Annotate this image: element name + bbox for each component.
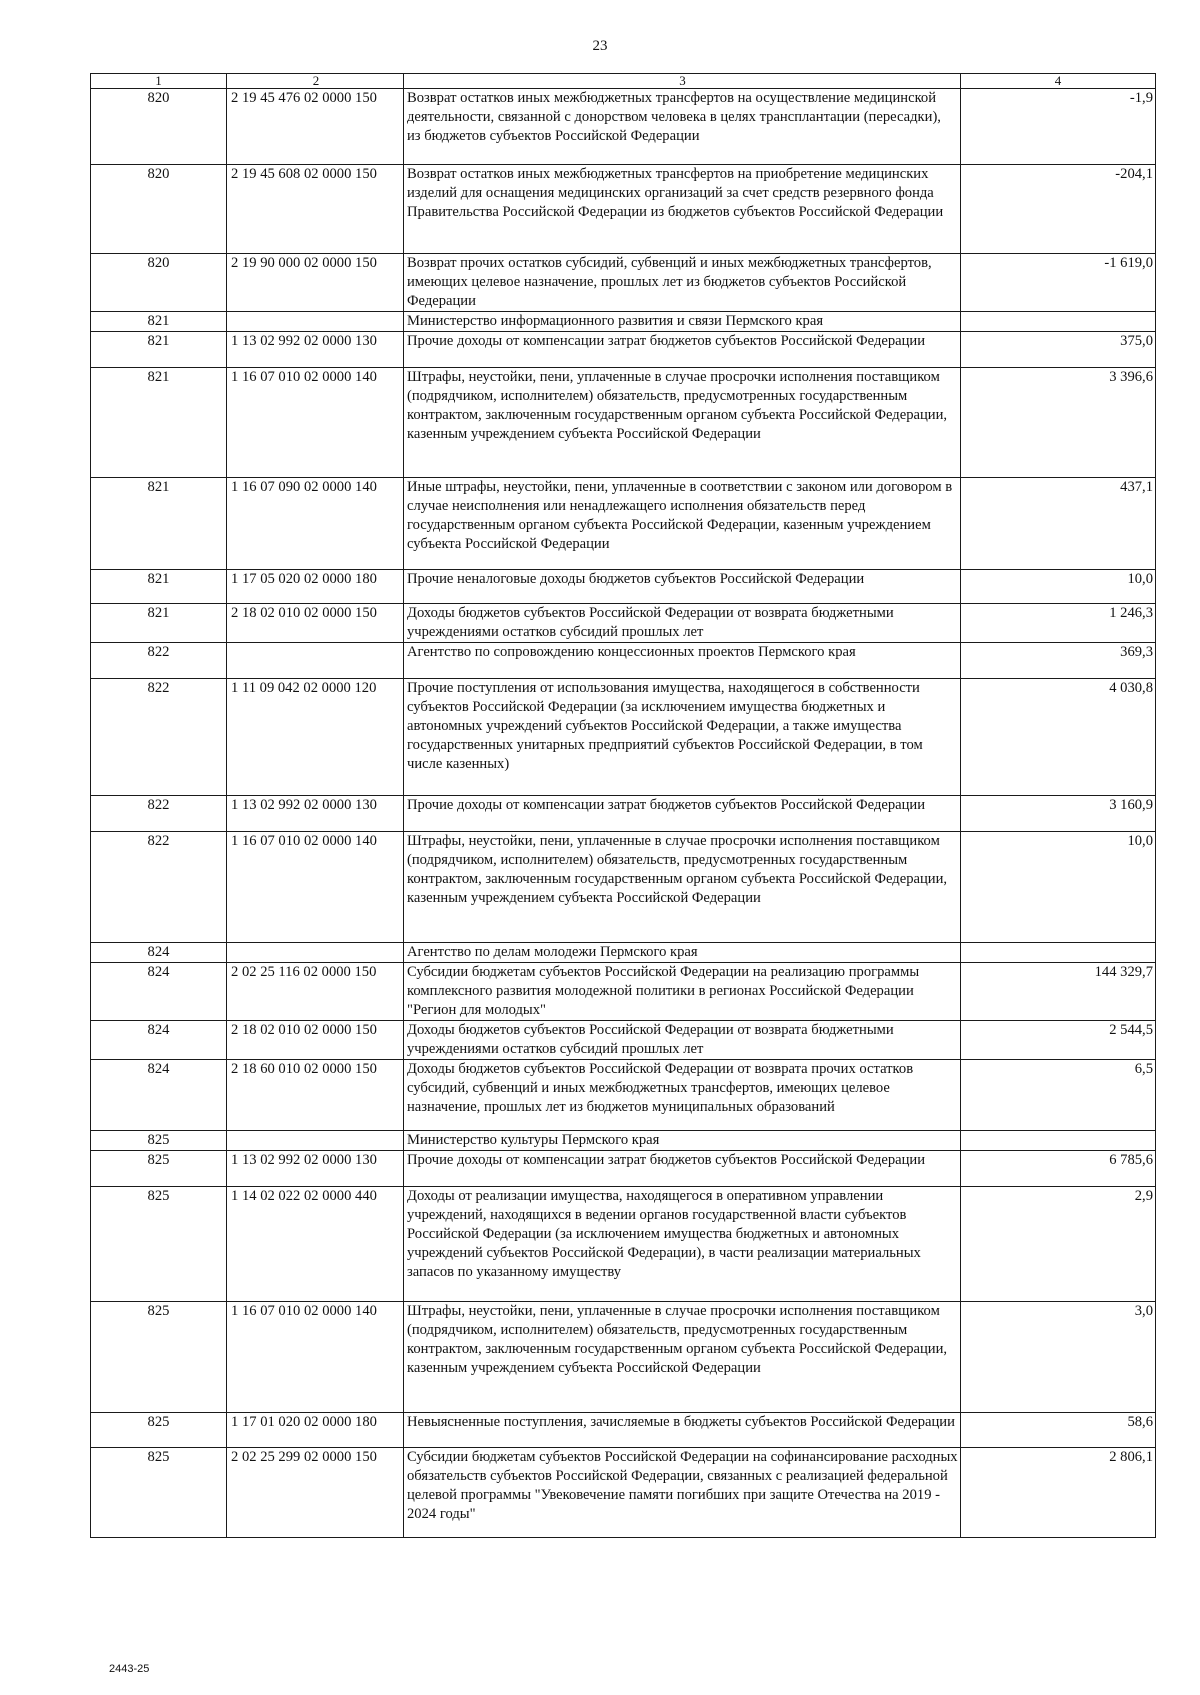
table-cell-c2 (227, 1131, 404, 1151)
table-cell-c3: Прочие неналоговые доходы бюджетов субъектов Российской Федерации (404, 570, 961, 604)
page-number: 23 (592, 38, 608, 54)
table-row (91, 1060, 1156, 1131)
table-cell-c4: 437,1 (961, 478, 1156, 570)
budget-table (90, 73, 1156, 1538)
table-cell-c3: Возврат прочих остатков субсидий, субвенций и иных межбюджетных трансфертов, имеющих целевое назначение, прошлых лет из бюджетов субъектов Российской Федерации (404, 254, 961, 312)
table-cell-c3: Прочие доходы от компенсации затрат бюджетов субъектов Российской Федерации (404, 796, 961, 832)
table-cell-c2: 2 19 45 476 02 0000 150 (227, 89, 404, 165)
table-cell-c4: 144 329,7 (961, 963, 1156, 1021)
table-cell-c1: 825 (91, 1413, 227, 1448)
table-cell-c3: Штрафы, неустойки, пени, уплаченные в случае просрочки исполнения поставщиком (подрядчиком, исполнителем) обязательств, предусмотренных государственным контрактом, заключенным государственным органом субъекта Российской Федерации, казенным учреждением субъекта Российской Федерации (404, 368, 961, 478)
table-cell-c4: 6 785,6 (961, 1151, 1156, 1187)
table-cell-c2: 2 02 25 116 02 0000 150 (227, 963, 404, 1021)
table-cell-c1: 825 (91, 1448, 227, 1538)
table-cell-c3: Доходы бюджетов субъектов Российской Федерации от возврата бюджетными учреждениями остатков субсидий прошлых лет (404, 1021, 961, 1060)
table-row (91, 1131, 1156, 1151)
table-cell-c4: 1 246,3 (961, 604, 1156, 643)
table-cell-c3: Агентство по сопровождению концессионных проектов Пермского края (404, 643, 961, 679)
table-cell-c4: 2 806,1 (961, 1448, 1156, 1538)
table-cell-c2: 1 16 07 010 02 0000 140 (227, 832, 404, 943)
table-cell-c2: 1 13 02 992 02 0000 130 (227, 1151, 404, 1187)
table-row (91, 796, 1156, 832)
table-cell-c3: Прочие доходы от компенсации затрат бюджетов субъектов Российской Федерации (404, 1151, 961, 1187)
table-row (91, 679, 1156, 796)
table-cell-c4: 2,9 (961, 1187, 1156, 1302)
table-cell-c4: 2 544,5 (961, 1021, 1156, 1060)
table-row (91, 604, 1156, 643)
table-cell-c3: Министерство культуры Пермского края (404, 1131, 961, 1151)
table-cell-c2: 1 13 02 992 02 0000 130 (227, 796, 404, 832)
table-cell-c1: 825 (91, 1131, 227, 1151)
table-cell-c4: 58,6 (961, 1413, 1156, 1448)
table-row (91, 1187, 1156, 1302)
table-cell-c1: 820 (91, 254, 227, 312)
table-cell-c1: 820 (91, 89, 227, 165)
table-cell-c2: 1 11 09 042 02 0000 120 (227, 679, 404, 796)
table-cell-c1: 824 (91, 943, 227, 963)
table-cell-c2: 1 16 07 090 02 0000 140 (227, 478, 404, 570)
table-cell-c1: 822 (91, 679, 227, 796)
table-cell-c1: 825 (91, 1187, 227, 1302)
table-cell-c4: -204,1 (961, 165, 1156, 254)
table-cell-c3: Возврат остатков иных межбюджетных трансфертов на приобретение медицинских изделий для оснащения медицинских организаций за счет средств резервного фонда Правительства Российской Федерации из бюджетов субъектов Российской Федерации (404, 165, 961, 254)
table-cell-c4: 10,0 (961, 832, 1156, 943)
table-cell-c2: 1 16 07 010 02 0000 140 (227, 1302, 404, 1413)
table-cell-c4: 369,3 (961, 643, 1156, 679)
table-row (91, 312, 1156, 332)
table-cell-c1: 824 (91, 1021, 227, 1060)
table-row (91, 1448, 1156, 1538)
table-cell-c4: 3 396,6 (961, 368, 1156, 478)
table-cell-c3: Иные штрафы, неустойки, пени, уплаченные в соответствии с законом или договором в случае неисполнения или ненадлежащего исполнения обязательств перед государственным органом субъекта Российской Федерации, казенным учреждением субъекта Российской Федерации (404, 478, 961, 570)
table-cell-c3: Прочие поступления от использования имущества, находящегося в собственности субъектов Российской Федерации (за исключением имущества бюджетных и автономных учреждений субъектов Российской Федерации, а также имущества государственных унитарных предприятий субъектов Российской Федерации, в том числе казенных) (404, 679, 961, 796)
table-cell-c2: 2 18 60 010 02 0000 150 (227, 1060, 404, 1131)
table-cell-c1: 824 (91, 963, 227, 1021)
table-row (91, 332, 1156, 368)
column-header: 3 (404, 74, 961, 89)
table-row (91, 643, 1156, 679)
table-cell-c3: Прочие доходы от компенсации затрат бюджетов субъектов Российской Федерации (404, 332, 961, 368)
table-cell-c3: Министерство информационного развития и связи Пермского края (404, 312, 961, 332)
table-cell-c3: Доходы бюджетов субъектов Российской Федерации от возврата прочих остатков субсидий, субвенций и иных межбюджетных трансфертов, имеющих целевое назначение, прошлых лет из бюджетов муниципальных образований (404, 1060, 961, 1131)
table-row (91, 832, 1156, 943)
table-cell-c4: 3 160,9 (961, 796, 1156, 832)
table-row (91, 943, 1156, 963)
table-cell-c3: Возврат остатков иных межбюджетных трансфертов на осуществление медицинской деятельности, связанной с донорством человека в целях трансплантации (пересадки), из бюджетов субъектов Российской Федерации (404, 89, 961, 165)
table-cell-c2: 1 17 01 020 02 0000 180 (227, 1413, 404, 1448)
column-header: 4 (961, 74, 1156, 89)
table-cell-c1: 821 (91, 604, 227, 643)
table-cell-c1: 822 (91, 832, 227, 943)
table-cell-c1: 821 (91, 478, 227, 570)
table-cell-c1: 822 (91, 796, 227, 832)
table-cell-c1: 820 (91, 165, 227, 254)
table-cell-c4: 3,0 (961, 1302, 1156, 1413)
table-row (91, 478, 1156, 570)
table-cell-c4 (961, 312, 1156, 332)
table-cell-c3: Доходы от реализации имущества, находящегося в оперативном управлении учреждений, находящихся в ведении органов государственной власти субъектов Российской Федерации (за исключением имущества бюджетных и автономных учреждений субъектов Российской Федерации), в части реализации материальных запасов по указанному имуществу (404, 1187, 961, 1302)
table-row (91, 1021, 1156, 1060)
table-row (91, 570, 1156, 604)
column-header: 1 (91, 74, 227, 89)
table-cell-c3: Штрафы, неустойки, пени, уплаченные в случае просрочки исполнения поставщиком (подрядчиком, исполнителем) обязательств, предусмотренных государственным контрактом, заключенным государственным органом субъекта Российской Федерации, казенным учреждением субъекта Российской Федерации (404, 1302, 961, 1413)
table-cell-c1: 825 (91, 1151, 227, 1187)
table-cell-c1: 825 (91, 1302, 227, 1413)
table-cell-c2 (227, 943, 404, 963)
table-cell-c4: 4 030,8 (961, 679, 1156, 796)
table-cell-c3: Штрафы, неустойки, пени, уплаченные в случае просрочки исполнения поставщиком (подрядчиком, исполнителем) обязательств, предусмотренных государственным контрактом, заключенным государственным органом субъекта Российской Федерации, казенным учреждением субъекта Российской Федерации (404, 832, 961, 943)
table-row (91, 254, 1156, 312)
table-cell-c1: 824 (91, 1060, 227, 1131)
table-cell-c1: 821 (91, 332, 227, 368)
table-cell-c2: 1 17 05 020 02 0000 180 (227, 570, 404, 604)
table-row (91, 89, 1156, 165)
table-cell-c4: -1 619,0 (961, 254, 1156, 312)
table-cell-c2: 1 14 02 022 02 0000 440 (227, 1187, 404, 1302)
table-cell-c4 (961, 1131, 1156, 1151)
table-cell-c4 (961, 943, 1156, 963)
table-row (91, 165, 1156, 254)
table-cell-c2: 2 18 02 010 02 0000 150 (227, 604, 404, 643)
table-row (91, 1413, 1156, 1448)
table-cell-c2: 2 19 45 608 02 0000 150 (227, 165, 404, 254)
table-cell-c4: 6,5 (961, 1060, 1156, 1131)
table-row (91, 963, 1156, 1021)
table-header-row (91, 74, 1156, 89)
table-cell-c1: 821 (91, 368, 227, 478)
table-cell-c2: 2 18 02 010 02 0000 150 (227, 1021, 404, 1060)
table-cell-c1: 822 (91, 643, 227, 679)
table-cell-c1: 821 (91, 312, 227, 332)
table-cell-c3: Субсидии бюджетам субъектов Российской Федерации на софинансирование расходных обязательств субъектов Российской Федерации, связанных с реализацией федеральной целевой программы "Увековечение памяти погибших при защите Отечества на 2019 - 2024 годы" (404, 1448, 961, 1538)
table-row (91, 368, 1156, 478)
table-cell-c2: 2 02 25 299 02 0000 150 (227, 1448, 404, 1538)
table-cell-c2: 1 16 07 010 02 0000 140 (227, 368, 404, 478)
table-cell-c3: Агентство по делам молодежи Пермского края (404, 943, 961, 963)
table-cell-c4: 10,0 (961, 570, 1156, 604)
table-cell-c2: 1 13 02 992 02 0000 130 (227, 332, 404, 368)
column-header: 2 (227, 74, 404, 89)
table-cell-c3: Невыясненные поступления, зачисляемые в бюджеты субъектов Российской Федерации (404, 1413, 961, 1448)
table-row (91, 1151, 1156, 1187)
table-cell-c2: 2 19 90 000 02 0000 150 (227, 254, 404, 312)
table-cell-c3: Доходы бюджетов субъектов Российской Федерации от возврата бюджетными учреждениями остатков субсидий прошлых лет (404, 604, 961, 643)
table-cell-c2 (227, 312, 404, 332)
table-cell-c4: -1,9 (961, 89, 1156, 165)
table-cell-c4: 375,0 (961, 332, 1156, 368)
table-cell-c3: Субсидии бюджетам субъектов Российской Федерации на реализацию программы комплексного развития молодежной политики в регионах Российской Федерации "Регион для молодых" (404, 963, 961, 1021)
table-cell-c2 (227, 643, 404, 679)
table-cell-c1: 821 (91, 570, 227, 604)
document-number: 2443-25 (109, 1663, 150, 1675)
table-row (91, 1302, 1156, 1413)
